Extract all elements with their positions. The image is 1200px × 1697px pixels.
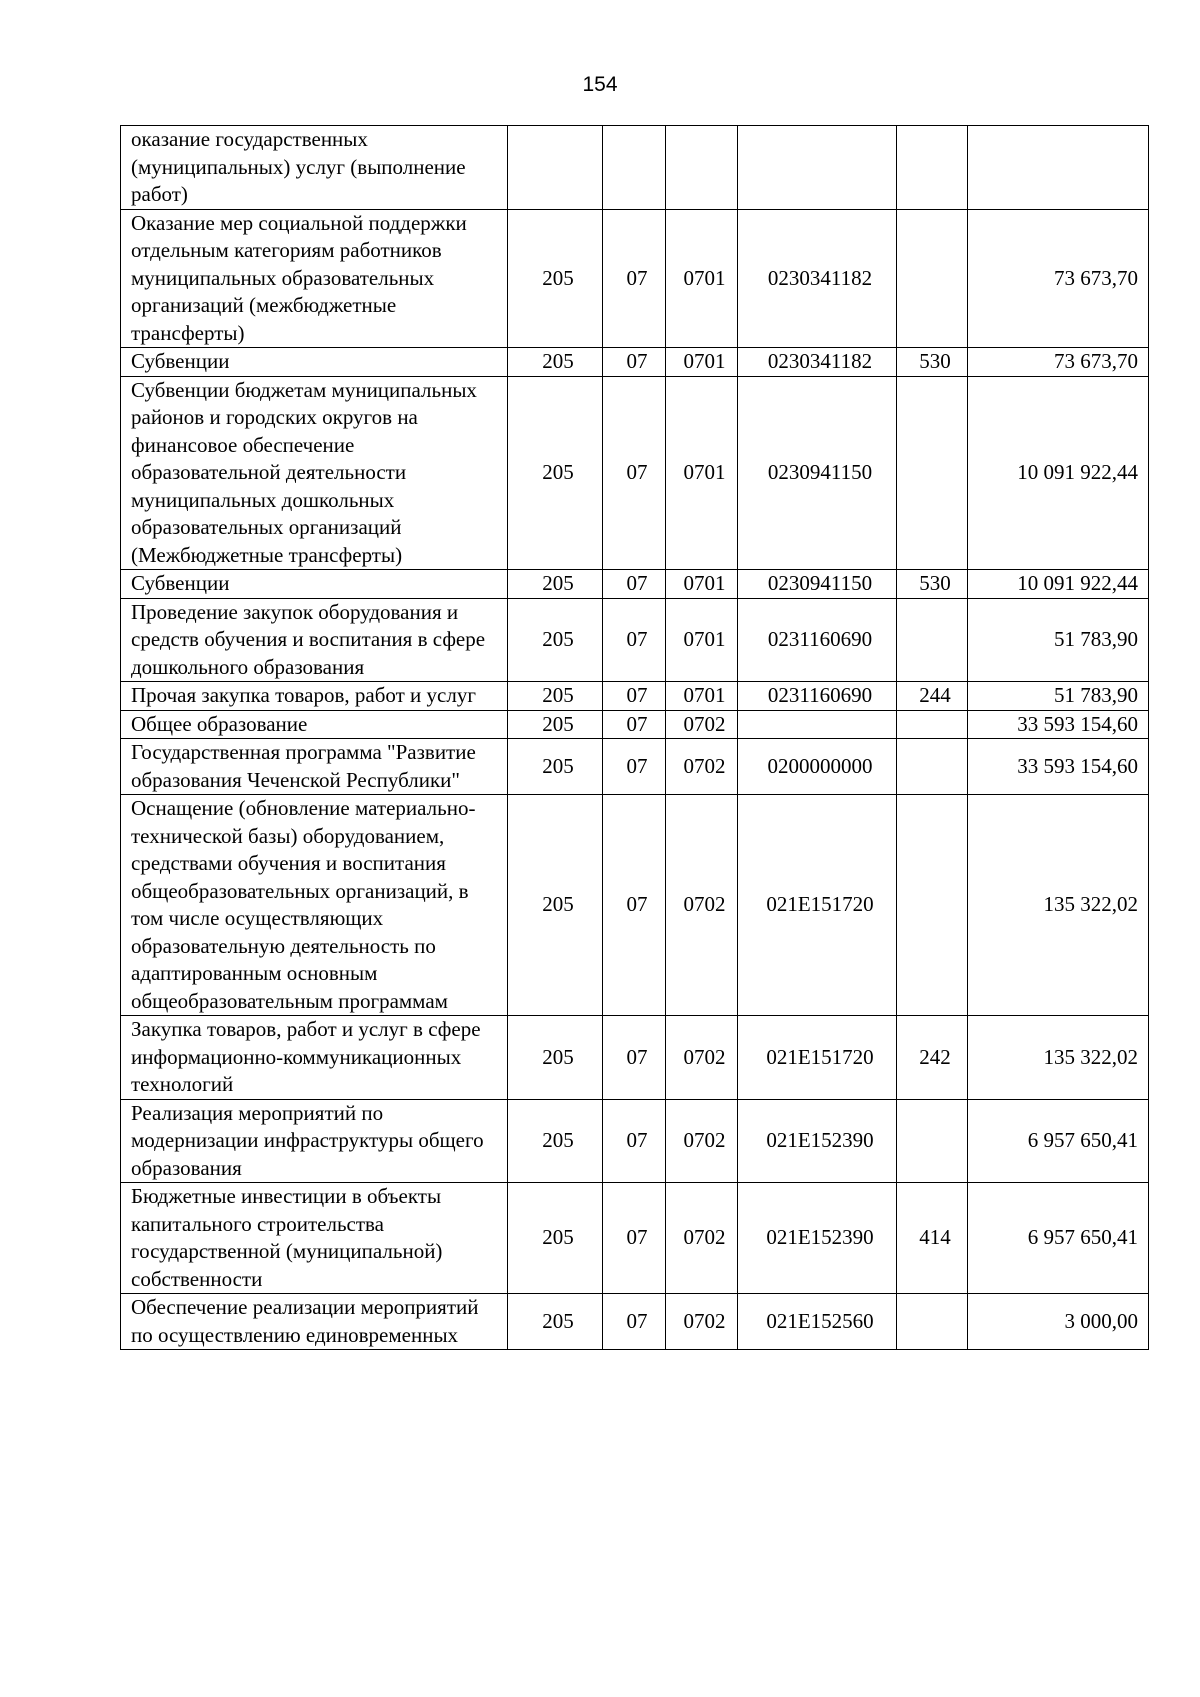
table-row — [121, 570, 1149, 599]
row-expense-code — [897, 739, 968, 795]
table-row — [121, 739, 1149, 795]
row-section-code: 07 — [603, 710, 666, 739]
row-admin-code: 205 — [508, 682, 603, 711]
row-target-code — [738, 126, 897, 210]
row-subsection-code: 0702 — [666, 795, 738, 1016]
row-expense-code: 244 — [897, 682, 968, 711]
row-section-code: 07 — [603, 795, 666, 1016]
row-amount: 73 673,70 — [968, 348, 1149, 377]
row-expense-code — [897, 795, 968, 1016]
row-section-code: 07 — [603, 682, 666, 711]
row-admin-code: 205 — [508, 1099, 603, 1183]
row-amount: 33 593 154,60 — [968, 710, 1149, 739]
row-admin-code: 205 — [508, 209, 603, 348]
row-subsection-code: 0701 — [666, 348, 738, 377]
row-admin-code: 205 — [508, 739, 603, 795]
row-name: оказание государственных (муниципальных) услуг (выполнение работ) — [121, 126, 508, 210]
row-name: Оказание мер социальной поддержки отдельным категориям работников муниципальных образовательных организаций (межбюджетные трансферты) — [121, 209, 508, 348]
row-target-code: 0230941150 — [738, 570, 897, 599]
row-subsection-code: 0702 — [666, 1016, 738, 1100]
row-target-code: 0231160690 — [738, 598, 897, 682]
table-row — [121, 209, 1149, 348]
row-name: Закупка товаров, работ и услуг в сфере информационно-коммуникационных технологий — [121, 1016, 508, 1100]
row-admin-code — [508, 126, 603, 210]
row-amount: 51 783,90 — [968, 682, 1149, 711]
row-section-code — [603, 126, 666, 210]
row-expense-code: 242 — [897, 1016, 968, 1100]
row-target-code: 021E152390 — [738, 1099, 897, 1183]
row-target-code: 021E152390 — [738, 1183, 897, 1294]
row-amount: 135 322,02 — [968, 1016, 1149, 1100]
row-name: Субвенции бюджетам муниципальных районов и городских округов на финансовое обеспечение образовательной деятельности муниципальных дошкольных образовательных организаций (Межбюджетные трансферты) — [121, 376, 508, 570]
row-subsection-code: 0701 — [666, 682, 738, 711]
row-target-code — [738, 710, 897, 739]
row-target-code: 0230941150 — [738, 376, 897, 570]
row-name: Общее образование — [121, 710, 508, 739]
row-admin-code: 205 — [508, 348, 603, 377]
row-section-code: 07 — [603, 1183, 666, 1294]
table-row — [121, 126, 1149, 210]
row-admin-code: 205 — [508, 570, 603, 599]
row-section-code: 07 — [603, 598, 666, 682]
row-name: Субвенции — [121, 570, 508, 599]
row-amount: 33 593 154,60 — [968, 739, 1149, 795]
page-number: 154 — [582, 73, 618, 96]
row-section-code: 07 — [603, 209, 666, 348]
row-expense-code — [897, 126, 968, 210]
row-admin-code: 205 — [508, 1016, 603, 1100]
table-row — [121, 795, 1149, 1016]
row-admin-code: 205 — [508, 376, 603, 570]
row-subsection-code — [666, 126, 738, 210]
row-target-code: 021E152560 — [738, 1294, 897, 1350]
row-name: Оснащение (обновление материально-технической базы) оборудованием, средствами обучения и воспитания общеобразовательных организаций, в том числе осуществляющих образовательную деятельность по адаптированным основным общеобразовательным программам — [121, 795, 508, 1016]
row-admin-code: 205 — [508, 710, 603, 739]
table-row — [121, 348, 1149, 377]
row-name: Субвенции — [121, 348, 508, 377]
row-name: Прочая закупка товаров, работ и услуг — [121, 682, 508, 711]
table-row — [121, 682, 1149, 711]
row-expense-code — [897, 1294, 968, 1350]
row-amount: 73 673,70 — [968, 209, 1149, 348]
row-expense-code — [897, 598, 968, 682]
row-target-code: 0231160690 — [738, 682, 897, 711]
row-amount: 6 957 650,41 — [968, 1099, 1149, 1183]
row-admin-code: 205 — [508, 598, 603, 682]
row-subsection-code: 0701 — [666, 570, 738, 599]
row-subsection-code: 0701 — [666, 598, 738, 682]
row-expense-code — [897, 710, 968, 739]
row-subsection-code: 0702 — [666, 1183, 738, 1294]
table-row — [121, 1016, 1149, 1100]
row-amount: 10 091 922,44 — [968, 570, 1149, 599]
row-amount: 3 000,00 — [968, 1294, 1149, 1350]
row-target-code: 021E151720 — [738, 1016, 897, 1100]
table-row — [121, 376, 1149, 570]
row-name: Проведение закупок оборудования и средств обучения и воспитания в сфере дошкольного образования — [121, 598, 508, 682]
budget-table-body — [121, 126, 1149, 1350]
row-target-code: 0230341182 — [738, 209, 897, 348]
row-admin-code: 205 — [508, 1183, 603, 1294]
row-expense-code: 530 — [897, 570, 968, 599]
table-row — [121, 1294, 1149, 1350]
row-expense-code: 530 — [897, 348, 968, 377]
row-amount — [968, 126, 1149, 210]
row-amount: 10 091 922,44 — [968, 376, 1149, 570]
row-expense-code — [897, 1099, 968, 1183]
table-row — [121, 1099, 1149, 1183]
row-expense-code — [897, 209, 968, 348]
row-section-code: 07 — [603, 1294, 666, 1350]
row-section-code: 07 — [603, 376, 666, 570]
row-section-code: 07 — [603, 348, 666, 377]
row-name: Бюджетные инвестиции в объекты капитального строительства государственной (муниципальной) собственности — [121, 1183, 508, 1294]
row-expense-code — [897, 376, 968, 570]
row-expense-code: 414 — [897, 1183, 968, 1294]
row-amount: 6 957 650,41 — [968, 1183, 1149, 1294]
row-subsection-code: 0702 — [666, 1294, 738, 1350]
row-subsection-code: 0702 — [666, 710, 738, 739]
row-name: Реализация мероприятий по модернизации инфраструктуры общего образования — [121, 1099, 508, 1183]
row-subsection-code: 0701 — [666, 376, 738, 570]
row-target-code: 0230341182 — [738, 348, 897, 377]
row-name: Государственная программа "Развитие образования Чеченской Республики" — [121, 739, 508, 795]
table-row — [121, 710, 1149, 739]
row-section-code: 07 — [603, 739, 666, 795]
row-section-code: 07 — [603, 1016, 666, 1100]
row-admin-code: 205 — [508, 795, 603, 1016]
row-subsection-code: 0702 — [666, 1099, 738, 1183]
row-name: Обеспечение реализации мероприятий по осуществлению единовременных — [121, 1294, 508, 1350]
row-target-code: 021E151720 — [738, 795, 897, 1016]
row-target-code: 0200000000 — [738, 739, 897, 795]
row-section-code: 07 — [603, 570, 666, 599]
row-admin-code: 205 — [508, 1294, 603, 1350]
row-subsection-code: 0702 — [666, 739, 738, 795]
row-amount: 51 783,90 — [968, 598, 1149, 682]
row-amount: 135 322,02 — [968, 795, 1149, 1016]
budget-table — [120, 125, 1149, 1350]
table-row — [121, 598, 1149, 682]
table-row — [121, 1183, 1149, 1294]
row-section-code: 07 — [603, 1099, 666, 1183]
row-subsection-code: 0701 — [666, 209, 738, 348]
